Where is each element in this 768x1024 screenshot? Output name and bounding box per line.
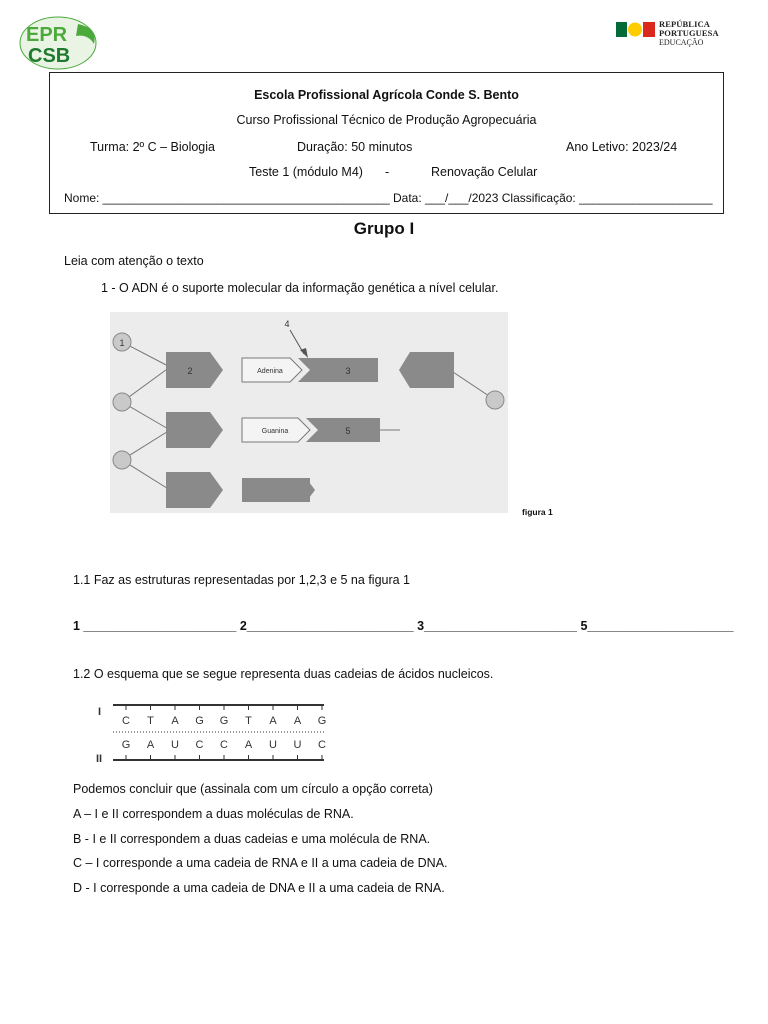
question-1-1: 1.1 Faz as estruturas representadas por 1,2,3 e 5 na figura 1: [73, 573, 411, 587]
option-d[interactable]: D - I corresponde a uma cadeia de DNA e II a uma cadeia de RNA.: [73, 881, 445, 895]
question-1-1-answer-lines[interactable]: 1 ______________________ 2________________________ 3______________________ 5_____________________: [73, 619, 734, 633]
strand-I-label: I: [98, 706, 102, 718]
strand-II-base: U: [293, 739, 302, 751]
strand-I-base: T: [245, 715, 252, 727]
test-topic: Renovação Celular: [431, 165, 538, 179]
strand-II-base: A: [244, 739, 253, 751]
strand-I-base: T: [147, 715, 154, 727]
strand-II-base: G: [121, 739, 131, 751]
ministry-logo: [616, 18, 726, 50]
question-1-2-instruction: Podemos concluir que (assinala com um círculo a opção correta): [73, 782, 433, 796]
option-a[interactable]: A – I e II correspondem a duas moléculas de RNA.: [73, 807, 354, 821]
strand-I-base: G: [317, 715, 327, 727]
school-logo-text-bottom: CSB: [28, 45, 71, 67]
strand-I-base: A: [293, 715, 302, 727]
figure-label-4: 4: [284, 319, 290, 329]
question-1-2: 1.2 O esquema que se segue representa duas cadeias de ácidos nucleicos.: [73, 667, 494, 681]
ministry-line-1: REPÚBLICA: [659, 19, 710, 29]
duration-info: Duração: 50 minutos: [297, 140, 413, 154]
statement-1: 1 - O ADN é o suporte molecular da informação genética a nível celular.: [101, 281, 499, 295]
strand-II-base: U: [171, 739, 179, 751]
strand-II-base: C: [220, 739, 228, 751]
strand-I-base: G: [195, 715, 204, 727]
strand-II-base: U: [269, 739, 277, 751]
option-b[interactable]: B - I e II correspondem a duas cadeias e uma molécula de RNA.: [73, 832, 431, 846]
strand-I-base: A: [171, 715, 179, 727]
strand-II-label: II: [96, 753, 103, 765]
figure-label-5: 5: [345, 426, 351, 436]
group-title: Grupo I: [353, 219, 415, 238]
strand-II-base: A: [146, 739, 155, 751]
strand-I-base: C: [122, 715, 130, 727]
exam-header-box: [49, 72, 724, 214]
figure-1-caption: figura 1: [522, 507, 553, 517]
strand-II-base: C: [318, 739, 326, 751]
school-logo-text-top: EPR: [26, 24, 68, 46]
school-logo: [18, 14, 100, 72]
ministry-line-3: EDUCAÇÃO: [659, 38, 704, 47]
ministry-line-2: PORTUGUESA: [659, 28, 719, 38]
test-name: Teste 1 (módulo M4): [249, 165, 363, 179]
course-name: Curso Profissional Técnico de Produção Agropecuária: [236, 113, 537, 127]
figure-label-3: 3: [345, 366, 351, 376]
strand-II-base: C: [195, 739, 204, 751]
strand-I-base: G: [219, 715, 229, 727]
reading-instruction: Leia com atenção o texto: [64, 254, 204, 268]
option-c[interactable]: C – I corresponde a uma cadeia de RNA e II a uma cadeia de DNA.: [73, 856, 448, 870]
class-info: Turma: 2º C – Biologia: [90, 140, 215, 154]
figure-label-2: 2: [187, 366, 193, 376]
base-adenine-label: Adenina: [257, 368, 283, 375]
figure-label-1: 1: [119, 338, 125, 348]
base-guanine-label: Guanina: [261, 428, 289, 435]
figure-1-dna-diagram: [110, 312, 508, 513]
school-name: Escola Profissional Agrícola Conde S. Bento: [254, 88, 519, 102]
ministry-logo-text: [659, 20, 719, 47]
school-year: Ano Letivo: 2023/24: [566, 140, 678, 154]
name-date-grade-field[interactable]: Nome: ___________________________________________ Data: ___/___/2023 Classificação: ____________________: [64, 191, 713, 205]
nucleic-acid-strands-diagram: [88, 700, 328, 766]
strand-I-base: A: [269, 715, 277, 727]
header-dash: -: [385, 165, 390, 179]
